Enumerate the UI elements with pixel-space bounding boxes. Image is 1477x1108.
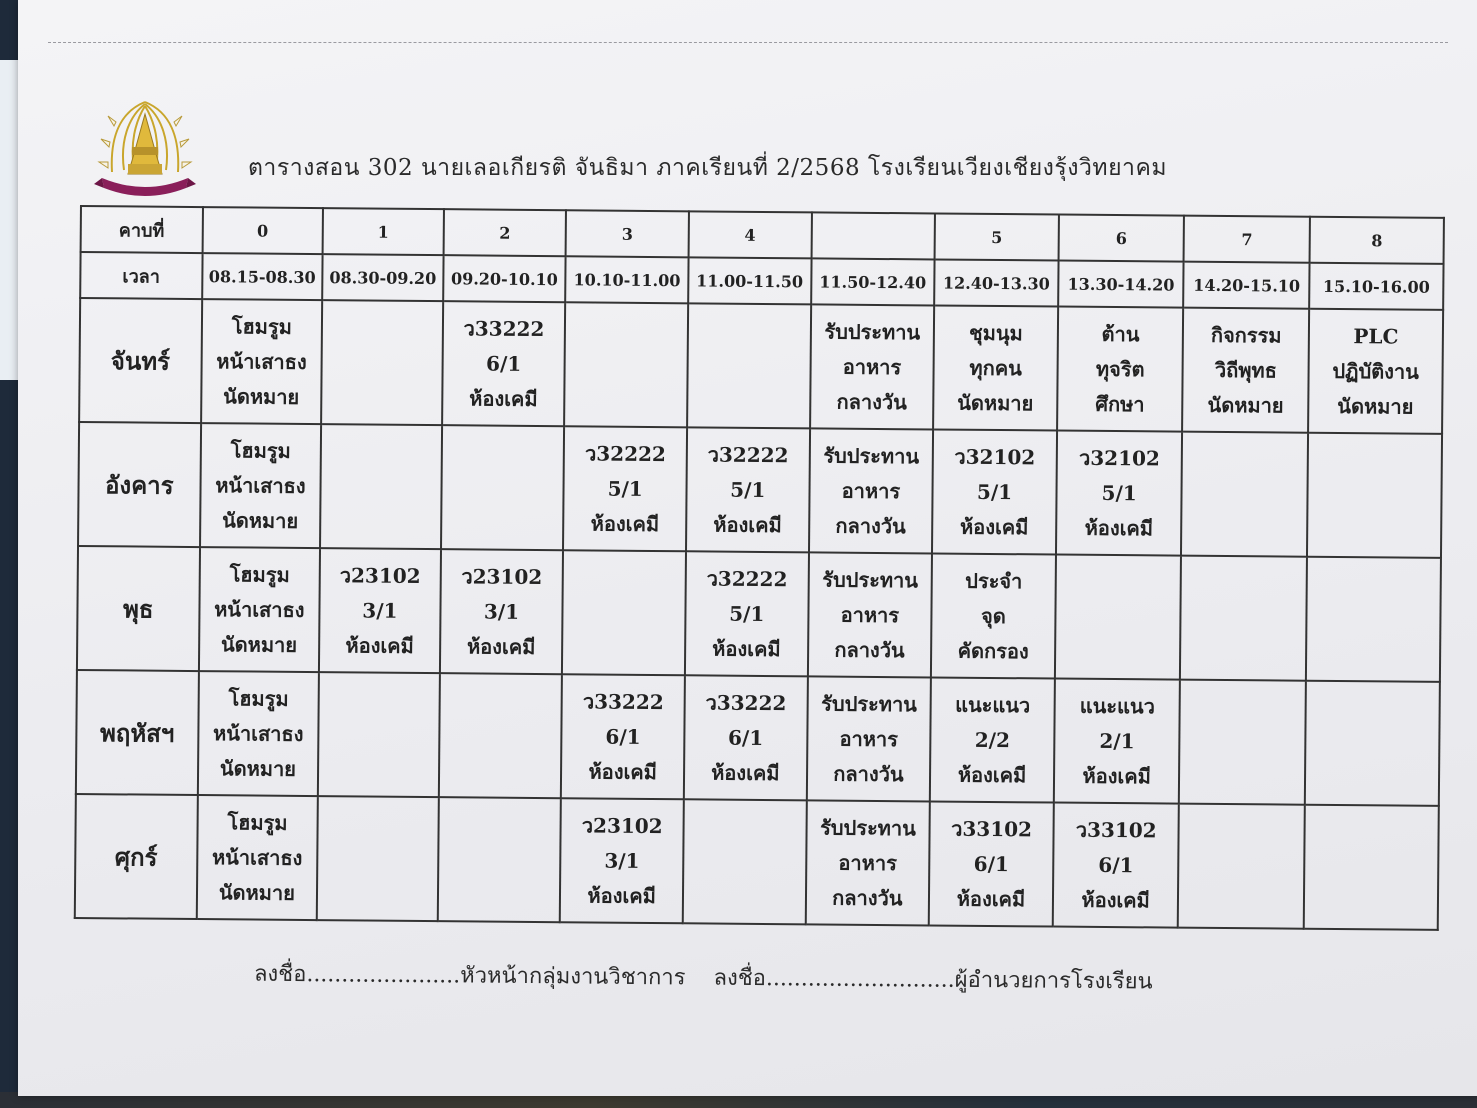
period-number: 2 [443, 209, 566, 256]
schedule-cell-line: ห้องเคมี [1084, 515, 1154, 540]
schedule-cell-line: แนะแนว [1079, 693, 1155, 718]
time-slot: 12.40-13.30 [934, 259, 1058, 306]
schedule-cell-line: ห้องเคมี [956, 886, 1026, 911]
schedule-cell [201, 299, 323, 424]
schedule-cell [929, 801, 1054, 926]
schedule-cell [562, 550, 686, 675]
schedule-cell [563, 426, 687, 551]
period-number: 5 [935, 213, 1059, 260]
schedule-cell [1304, 805, 1439, 930]
day-row [75, 794, 1439, 930]
schedule-cell [564, 302, 688, 427]
period-number: 7 [1184, 216, 1310, 263]
schedule-cell-line: ชุมนุม [969, 320, 1023, 345]
schedule-cell-line: ห้องเคมี [345, 632, 414, 658]
schedule-cell [442, 301, 566, 426]
schedule-cell-line: นัดหมาย [1207, 392, 1284, 418]
schedule-cell [321, 300, 443, 425]
schedule-cell [196, 795, 318, 920]
background-object [0, 60, 18, 380]
schedule-cell-line: 3/1 [604, 848, 640, 873]
schedule-cell-line: ว32102 [1078, 445, 1161, 470]
day-name: ศุกร์ [75, 794, 198, 919]
schedule-cell-line: กลางวัน [832, 885, 903, 910]
signature-left-blank: ลงชื่อ...................... [253, 961, 461, 989]
schedule-cell-line: โฮมรูม [231, 313, 292, 339]
schedule-cell-line: 2/2 [974, 727, 1011, 752]
schedule-cell [1305, 681, 1440, 806]
schedule-cell-line: ว32102 [954, 444, 1036, 469]
schedule-cell-line: 5/1 [730, 477, 766, 502]
day-row [79, 298, 1443, 434]
schedule-cell-line: นัดหมาย [223, 383, 300, 409]
schedule-cell [1179, 680, 1306, 805]
schedule-cell [933, 305, 1058, 430]
period-number: 3 [566, 210, 689, 257]
schedule-cell [1057, 307, 1184, 432]
schedule-cell-line: PLC [1353, 323, 1399, 349]
schedule-cell-line: ว33222 [705, 689, 787, 715]
schedule-cell [1307, 433, 1442, 558]
schedule-cell [560, 798, 684, 923]
schedule-cell-line: ว33102 [1075, 817, 1157, 842]
timetable [74, 205, 1445, 931]
schedule-cell-line: ทุจริต [1095, 356, 1145, 381]
schedule-cell [439, 673, 563, 798]
schedule-cell [438, 797, 562, 922]
schedule-cell [441, 425, 565, 550]
schedule-cell-line: 5/1 [1101, 480, 1137, 505]
schedule-cell-line: กลางวัน [834, 637, 905, 662]
school-emblem-icon [90, 92, 200, 202]
schedule-cell-line: ห้องเคมี [469, 385, 538, 411]
schedule-cell-line: วิถีพุทธ [1214, 357, 1277, 382]
period-number: 8 [1310, 217, 1444, 264]
schedule-cell [1306, 557, 1441, 682]
time-slot: 13.30-14.20 [1058, 261, 1184, 308]
day-name: พฤหัสฯ [76, 670, 199, 795]
schedule-cell-line: ห้องเคมี [588, 758, 658, 784]
schedule-cell-line: ศึกษา [1095, 391, 1145, 416]
schedule-cell [687, 303, 811, 428]
schedule-cell [931, 553, 1056, 678]
schedule-cell [810, 304, 935, 429]
schedule-cell-line: ประจำ [965, 568, 1023, 593]
schedule-cell-line: 6/1 [605, 724, 641, 749]
schedule-cell [1054, 679, 1181, 804]
schedule-cell [1053, 803, 1180, 928]
perforation-line [48, 42, 1448, 43]
schedule-cell-line: คัดกรอง [957, 638, 1029, 663]
schedule-cell-line: ว23102 [339, 562, 421, 588]
schedule-cell-line: 5/1 [729, 601, 765, 626]
schedule-cell [1180, 556, 1307, 681]
schedule-cell-line: 5/1 [607, 476, 643, 501]
schedule-cell-line: นัดหมาย [1337, 393, 1414, 419]
schedule-cell-line: รับประทาน [823, 442, 920, 468]
schedule-cell [317, 796, 439, 921]
schedule-cell-line: อาหาร [839, 726, 899, 751]
signature-right-blank: ลงชื่อ........................... [713, 965, 955, 993]
signature-right-role: ผู้อำนวยการโรงเรียน [954, 967, 1153, 995]
schedule-cell [200, 423, 322, 548]
time-slot: 09.20-10.10 [443, 255, 566, 302]
period-number: 0 [202, 207, 323, 254]
schedule-cell [320, 424, 442, 549]
schedule-cell-line: ห้องเคมี [957, 762, 1027, 787]
schedule-cell-line: 6/1 [727, 725, 764, 750]
schedule-cell [561, 674, 685, 799]
schedule-cell [319, 548, 441, 673]
schedule-cell-line: ว32222 [706, 565, 788, 591]
day-row [77, 546, 1441, 682]
schedule-cell [1178, 804, 1305, 929]
period-number [811, 212, 935, 259]
day-row [76, 670, 1440, 806]
signature-left-role: หัวหน้ากลุ่มงานวิชาการ [460, 963, 686, 991]
page-title: ตารางสอน 302 นายเลอเกียรติ จันธิมา ภาคเรียนที่ 2/2568 โรงเรียนเวียงเชียงรุ้งวิทยาคม [248, 155, 1168, 181]
schedule-cell-line: นัดหมาย [222, 507, 299, 533]
schedule-cell-line: หน้าเสาธง [216, 348, 307, 374]
schedule-cell-line: ห้องเคมี [959, 514, 1029, 539]
schedule-cell-line: หน้าเสาธง [215, 472, 306, 498]
schedule-cell-line: ว33222 [582, 688, 664, 714]
schedule-cell [684, 675, 808, 800]
time-slot: 14.20-15.10 [1184, 262, 1310, 309]
schedule-cell-line: ว33102 [951, 816, 1033, 841]
time-slot: 10.10-11.00 [566, 256, 689, 303]
schedule-cell-line: อาหาร [841, 478, 901, 503]
schedule-cell-line: ทุกคน [969, 355, 1022, 380]
schedule-cell-line: ปฏิบัติงาน [1332, 358, 1420, 384]
schedule-cell [686, 427, 810, 552]
schedule-cell-line: ว23102 [461, 563, 543, 589]
time-header-label: เวลา [80, 252, 202, 299]
time-slot: 15.10-16.00 [1309, 263, 1443, 310]
schedule-cell-line: 6/1 [1098, 852, 1134, 877]
schedule-cell-line: ห้องเคมี [1082, 763, 1151, 788]
schedule-cell-line: รับประทาน [824, 319, 921, 344]
schedule-cell-line: 3/1 [362, 597, 398, 623]
schedule-cell-line: ห้องเคมี [713, 512, 782, 537]
schedule-cell-line: ห้องเคมี [1081, 887, 1150, 912]
schedule-cell-line: โฮมรูม [227, 809, 288, 835]
schedule-cell-line: 5/1 [976, 479, 1013, 504]
schedule-cell-line: ว32222 [585, 440, 667, 466]
schedule-cell-line: กลางวัน [835, 513, 906, 538]
schedule-cell-line: โฮมรูม [230, 437, 291, 463]
schedule-cell-line: ว33222 [463, 315, 545, 341]
schedule-cell-line: โฮมรูม [229, 561, 290, 587]
schedule-cell-line: จุด [981, 603, 1006, 628]
schedule-cell-line: กลางวัน [833, 761, 904, 786]
time-slot: 11.50-12.40 [811, 258, 935, 305]
timetable-sheet [18, 0, 1477, 1096]
schedule-cell-line: นัดหมาย [957, 390, 1034, 415]
schedule-cell [932, 429, 1057, 554]
schedule-cell [1308, 309, 1443, 434]
schedule-cell-line: 2/1 [1099, 728, 1135, 753]
schedule-cell-line: กิจกรรม [1210, 322, 1282, 347]
schedule-cell [1056, 431, 1183, 556]
schedule-cell [199, 547, 321, 672]
schedule-cell-line: กลางวัน [836, 389, 907, 414]
schedule-table [74, 205, 1445, 931]
schedule-cell-line: ว23102 [581, 812, 663, 838]
schedule-cell-line: ห้องเคมี [587, 882, 656, 908]
schedule-cell-line: หน้าเสาธง [212, 720, 304, 746]
schedule-cell [807, 552, 932, 677]
schedule-cell-line: 3/1 [483, 599, 520, 624]
schedule-cell-line: อาหาร [840, 602, 900, 627]
schedule-cell-line: 6/1 [486, 351, 522, 376]
period-number: 6 [1058, 215, 1184, 262]
period-number: 4 [689, 211, 812, 258]
schedule-cell-line: ห้องเคมี [711, 760, 780, 785]
schedule-cell-line: แนะแนว [955, 692, 1031, 717]
schedule-cell [685, 551, 809, 676]
time-slot: 11.00-11.50 [688, 257, 811, 304]
schedule-cell [930, 677, 1055, 802]
time-slot: 08.30-09.20 [322, 254, 443, 301]
schedule-cell-line: ห้องเคมี [712, 636, 781, 661]
schedule-cell-line: หน้าเสาธง [214, 596, 305, 622]
schedule-cell-line: ว32222 [707, 441, 789, 467]
schedule-cell [1181, 432, 1308, 557]
schedule-cell-line: รับประทาน [821, 690, 918, 716]
schedule-cell-line: ต้าน [1101, 321, 1140, 346]
schedule-cell-line: นัดหมาย [218, 879, 295, 905]
schedule-cell-line: หน้าเสาธง [211, 844, 303, 870]
schedule-cell [440, 549, 564, 674]
schedule-cell-line: อาหาร [842, 354, 902, 379]
schedule-cell [683, 799, 807, 924]
day-name: อังคาร [78, 422, 201, 547]
period-header-label: คาบที่ [81, 206, 203, 253]
schedule-cell [197, 671, 319, 796]
schedule-cell-line: อาหาร [838, 850, 897, 875]
schedule-cell [805, 800, 930, 925]
schedule-cell-line: นัดหมาย [220, 631, 298, 657]
day-name: จันทร์ [79, 298, 202, 423]
schedule-cell [809, 428, 934, 553]
schedule-cell-line: 6/1 [973, 851, 1009, 876]
day-row [78, 422, 1442, 558]
period-number: 1 [323, 208, 444, 255]
schedule-cell [1183, 308, 1310, 433]
schedule-cell-line: รับประทาน [822, 566, 919, 592]
schedule-cell-line: โฮมรูม [228, 685, 289, 711]
time-slot: 08.15-08.30 [202, 253, 323, 300]
signature-line [254, 956, 1254, 1000]
schedule-cell [1055, 555, 1182, 680]
schedule-cell-line: นัดหมาย [219, 755, 297, 781]
schedule-cell [318, 672, 440, 797]
schedule-cell [806, 676, 931, 801]
schedule-cell-line: ห้องเคมี [466, 633, 536, 659]
day-name: พุธ [77, 546, 200, 671]
schedule-cell-line: ห้องเคมี [590, 510, 660, 536]
schedule-cell-line: รับประทาน [820, 814, 916, 840]
